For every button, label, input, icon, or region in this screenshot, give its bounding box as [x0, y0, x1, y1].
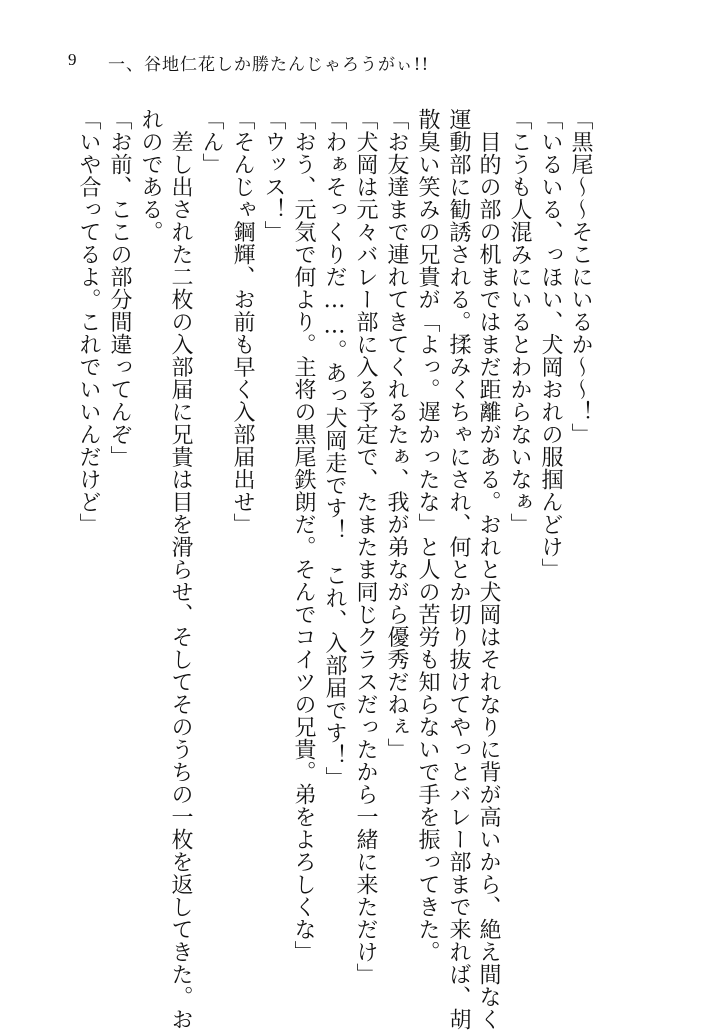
text-column: 「黒尾〜〜そこにいるか〜〜！」	[568, 108, 593, 446]
text-column: 「ウッス！」	[261, 108, 286, 243]
text-column: 差し出された二枚の入部届に兄貴は目を滑らせ、そしてそのうちの一枚を返してきた。お	[168, 108, 193, 1031]
text-column: 運動部に勧誘される。揉みくちゃにされ、何とか切り抜けてやっとバレー部まで来れば、胡	[446, 108, 471, 1031]
text-column: 「お友達まで連れてきてくれるたぁ、我が弟ながら優秀だねぇ」	[384, 108, 409, 761]
text-column: 「わぁそっくりだ……。あっ犬岡走です！ これ、入部届です！」	[322, 108, 347, 789]
text-column: 目的の部の机まではまだ距離がある。おれと犬岡はそれなりに背が高いから、絶え間なく	[476, 108, 501, 1031]
page-number: 9	[68, 50, 77, 69]
text-column: 「こうも人混みにいるとわからないなぁ」	[507, 108, 532, 536]
text-column: れのである。	[138, 108, 163, 243]
text-column: 「お前、ここの部分間違ってんぞ」	[107, 108, 132, 468]
text-column: 「犬岡は元々バレー部に入る予定で、たまたま同じクラスだったから一緒に来ただけ」	[353, 108, 378, 986]
text-column: 散臭い笑みの兄貴が「よっ。遅かったな」と人の苦労も知らないで手を振ってきた。	[415, 108, 440, 963]
text-column: 「そんじゃ鋼輝、お前も早く入部届出せ」	[230, 108, 255, 536]
running-header: 一、谷地仁花しか勝たんじゃろうがぃ!!	[108, 55, 430, 75]
text-column: 「おう、元気で何より。主将の黒尾鉄朗だ。そんでコイツの兄貴。弟をよろしくな」	[291, 108, 316, 963]
text-column: 「いるいる、っほい、犬岡おれの服掴んどけ」	[538, 108, 563, 581]
text-column: 「ん」	[199, 108, 224, 176]
text-column: 「いや合ってるよ。これでいいんだけど」	[76, 108, 101, 536]
